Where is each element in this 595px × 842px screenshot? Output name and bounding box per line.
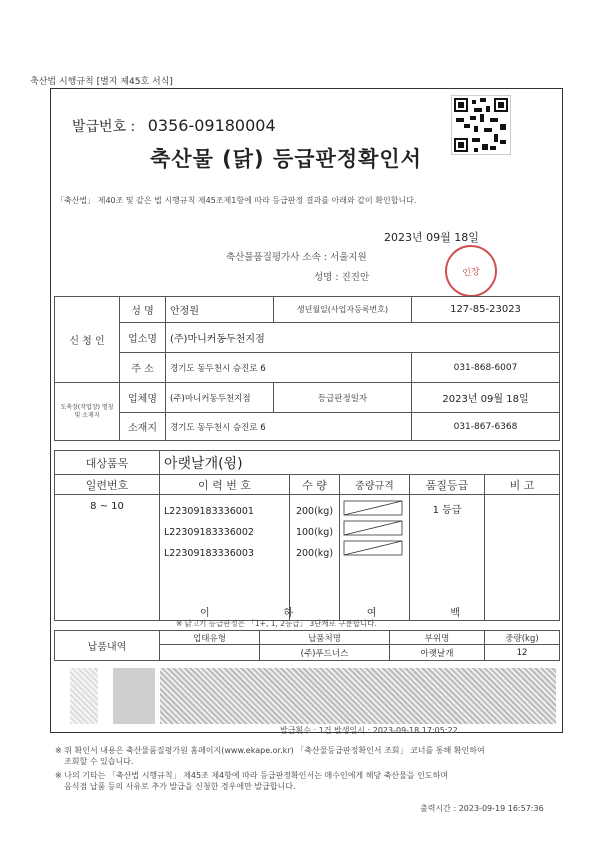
address-value: 경기도 동두천시 승진로 6 [166,353,412,383]
col-weight: 중량(kg) [485,631,560,645]
qty-cell [290,495,340,621]
judge-date-value: 2023년 09월 18일 [412,383,560,413]
weight-spec-cell [340,495,410,621]
trace-number: L22309183336001 [164,506,254,517]
judge-date-label: 등급판정일자 [274,383,412,413]
letter: 백 [450,608,460,619]
product-value: 아랫날개(윙) [160,451,560,475]
applicant-phone: 031-868-6007 [412,353,560,383]
weight-spec-strike-lines [340,495,410,561]
birth-label: 생년월일(사업자등록번호) [274,297,412,323]
qty-value: 200(kg) [295,548,334,559]
product-label: 대상품목 [55,451,160,475]
business-value: (주)마니커동두천지점 [166,323,560,353]
part-value: 아랫날개 [390,645,485,661]
scattered-letters [200,604,460,619]
col-part: 부위명 [390,631,485,645]
document-title: 축산물 (닭) 등급판정확인서 [150,147,422,171]
trace-cell [160,495,290,621]
evaluator-name: 성명 : 진진안 [314,272,370,283]
location-label: 소재지 [120,413,166,441]
factory-name-value: (주)마니커동두천지점 [166,383,274,413]
footer-note-1b: 조회할 수 있습니다. [64,757,134,766]
delivery-label: 납품내역 [55,631,160,661]
applicant-section-label: 신 청 인 [55,297,120,383]
issue-meta: 발급횟수 : 1건 발생일시 : 2023-09-18 17:05:22 [280,726,458,735]
grade-footnote: ※ 닭고기 등급판정은 「1+, 1, 2등급」 3단계로 구분합니다. [176,619,377,628]
redacted-area [113,668,155,724]
form-label: 축산법 시행규칙 [별지 제45호 서식] [30,77,173,87]
footer-note-2: ※ 나의 기타는 「축산법 시행규칙」 제45조 제4항에 따라 등급판정확인서는 매수인에게 해당 축산물을 인도하며 [55,771,449,780]
col-company: 납품처명 [260,631,390,645]
letter: 여 [366,608,377,619]
qr-code-icon [451,95,511,155]
evaluator-org: 축산물품질평가사 소속 : 서울지원 [226,252,367,263]
letter: 이 [200,608,210,619]
factory-section-label: 도축장(작업장) 명칭 및 소재지 [55,383,120,441]
serial-range: 8 ~ 10 [55,495,160,621]
col-remarks: 비 고 [485,475,560,495]
business-label: 업소명 [120,323,166,353]
company-value: (주)푸드너스 [260,645,390,661]
birth-value: 127-85-23023 [412,297,560,323]
remarks-cell [485,495,560,621]
redacted-area [70,668,98,724]
footer-note-1: ※ 위 확인서 내용은 축산물품질평가원 홈페이지(www.ekape.or.kr) 「축산물등급판정확인서 조회」 코너를 통해 확인하여 [55,746,485,755]
lot-table [54,450,560,621]
trace-number: L22309183336002 [164,527,254,538]
issue-number-line [72,116,276,136]
trace-number: L22309183336003 [164,548,254,559]
qty-value: 200(kg) [295,506,334,517]
location-value: 경기도 동두천시 승진로 6 [166,413,412,441]
seal-text: 인장 [461,266,481,279]
print-time: 출력시간 : 2023-09-19 16:57:36 [420,804,544,813]
letter: 하 [283,608,294,619]
col-serial: 일련번호 [55,475,160,495]
col-grade: 품질등급 [410,475,485,495]
factory-name-label: 업체명 [120,383,166,413]
col-trace: 이 력 번 호 [160,475,290,495]
qty-value: 100(kg) [295,527,334,538]
issue-number: 0356-09180004 [147,116,276,135]
applicant-table [54,296,560,441]
footer-note-2b: 음식점 납품 등의 사유로 추가 발급을 신청한 경우에만 발급합니다. [64,782,296,791]
col-qty: 수 량 [290,475,340,495]
redacted-barcode [160,668,556,724]
weight-value: 12 [485,645,560,661]
business-type-value [160,645,260,661]
factory-phone: 031-867-6368 [412,413,560,441]
intro-text: 「축산법」 제40조 및 같은 법 시행규칙 제45조제1항에 따라 등급판정 결과를 아래와 같이 확인합니다. [56,196,417,205]
name-value: 안정원 [166,297,274,323]
col-weight-spec: 중량규격 [340,475,410,495]
col-business-type: 업태유형 [160,631,260,645]
issue-label: 발급번호 : [72,119,136,135]
address-label: 주 소 [120,353,166,383]
name-label: 성 명 [120,297,166,323]
issue-date: 2023년 09월 18일 [384,231,479,244]
grade-value: 1 등급 [410,495,485,621]
delivery-table [54,630,560,661]
